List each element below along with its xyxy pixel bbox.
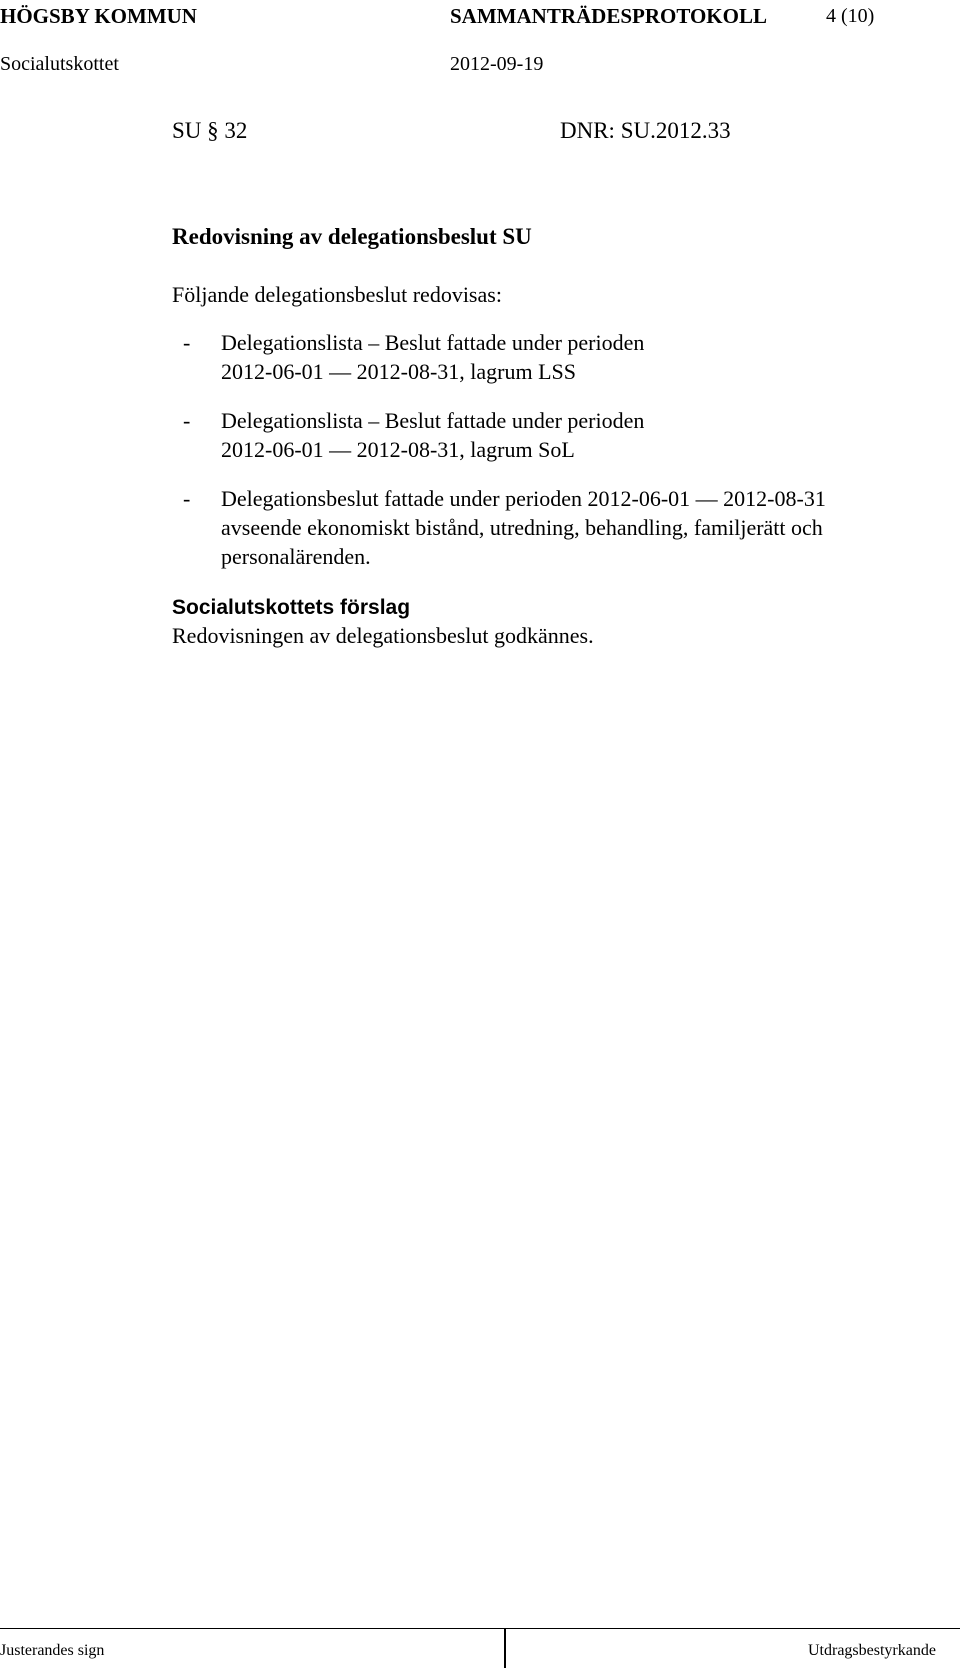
page-indicator: 4 (10) bbox=[826, 5, 875, 27]
footer-separator bbox=[504, 1628, 506, 1668]
list-dash: - bbox=[183, 408, 191, 433]
list-item bbox=[183, 484, 923, 571]
decision-list bbox=[183, 328, 923, 571]
protocol-title: SAMMANTRÄDESPROTOKOLL bbox=[450, 4, 767, 28]
footer-right-label: Utdragsbestyrkande bbox=[808, 1642, 936, 1659]
meeting-date: 2012-09-19 bbox=[450, 53, 544, 75]
page-title: Redovisning av delegationsbeslut SU bbox=[172, 224, 532, 249]
intro-text: Följande delegationsbeslut redovisas: bbox=[172, 282, 502, 307]
proposal-heading: Socialutskottets förslag bbox=[172, 596, 411, 619]
list-item-line: 2012-06-01 — 2012-08-31, lagrum LSS bbox=[221, 359, 577, 384]
list-item-line: avseende ekonomiskt bistånd, utredning, behandling, familjerätt och bbox=[221, 515, 823, 540]
list-item-line: Delegationslista – Beslut fattade under perioden bbox=[221, 330, 645, 355]
committee-name: Socialutskottet bbox=[0, 53, 119, 75]
footer-left-label: Justerandes sign bbox=[0, 1642, 105, 1659]
list-item-line: 2012-06-01 — 2012-08-31, lagrum SoL bbox=[221, 437, 575, 462]
diary-number: DNR: SU.2012.33 bbox=[560, 118, 731, 143]
proposal-text: Redovisningen av delegationsbeslut godkännes. bbox=[172, 623, 594, 648]
list-item bbox=[183, 406, 923, 464]
list-item bbox=[183, 328, 923, 386]
section-number: SU § 32 bbox=[172, 118, 248, 143]
list-dash: - bbox=[183, 330, 191, 355]
footer-divider bbox=[0, 1628, 960, 1629]
list-item-line: Delegationsbeslut fattade under perioden 2012-06-01 — 2012-08-31 bbox=[221, 486, 826, 511]
list-item-line: Delegationslista – Beslut fattade under perioden bbox=[221, 408, 645, 433]
municipality-name: HÖGSBY KOMMUN bbox=[0, 4, 197, 28]
list-dash: - bbox=[183, 486, 191, 511]
list-item-line: personalärenden. bbox=[221, 544, 371, 569]
